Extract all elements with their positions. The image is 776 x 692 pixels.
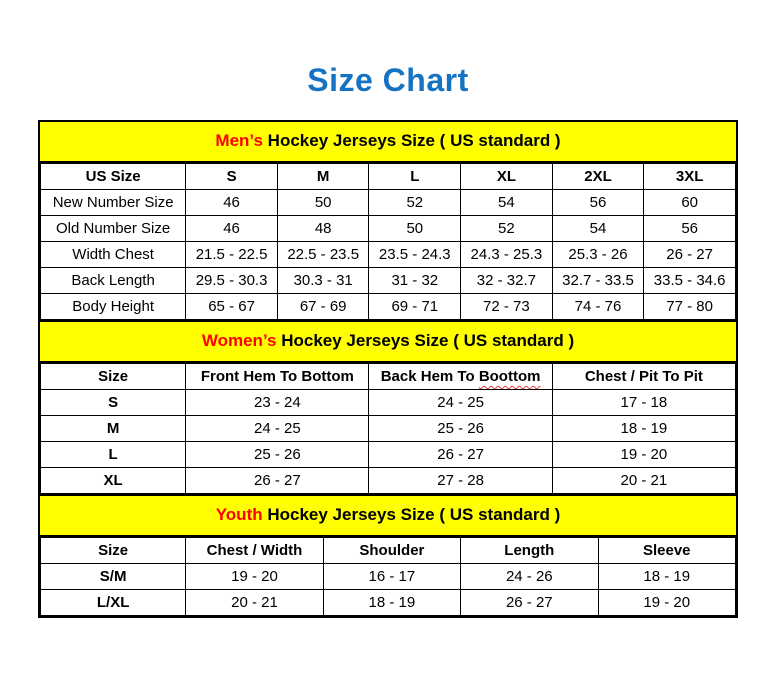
mens-size-value-cell: 50: [277, 190, 369, 216]
mens-size-value-cell: 29.5 - 30.3: [186, 268, 278, 294]
womens-size-value-cell: 23 - 24: [186, 390, 369, 416]
womens-column-header-row: [41, 364, 736, 390]
youth-section-header-highlight: Youth: [215, 505, 263, 524]
mens-size-table: [40, 163, 736, 320]
mens-size-value-cell: 52: [369, 190, 461, 216]
mens-size-value-cell: 72 - 73: [461, 294, 553, 320]
mens-size-value-cell: 60: [644, 190, 736, 216]
mens-size-value-cell: 22.5 - 23.5: [277, 242, 369, 268]
mens-size-value-cell: 65 - 67: [186, 294, 278, 320]
mens-size-value-cell: 56: [644, 216, 736, 242]
mens-row-label-cell: Body Height: [41, 294, 186, 320]
mens-size-value-cell: 24.3 - 25.3: [461, 242, 553, 268]
mens-table-row: [41, 294, 736, 320]
youth-column-header-cell: [461, 538, 598, 564]
column-header-label: US Size: [85, 168, 141, 185]
youth-column-header-cell: [186, 538, 323, 564]
mens-size-value-cell: 46: [186, 190, 278, 216]
youth-column-header-cell: [41, 538, 186, 564]
womens-size-value-cell: 27 - 28: [369, 468, 552, 494]
youth-column-header-row: [41, 538, 736, 564]
column-header-label: L: [410, 168, 420, 185]
mens-row-label-cell: Width Chest: [41, 242, 186, 268]
column-header-label: Shoulder: [359, 542, 425, 559]
womens-size-value-cell: 24 - 25: [186, 416, 369, 442]
youth-column-header-cell: [323, 538, 460, 564]
womens-section-header-text: Hockey Jerseys Size ( US standard ): [276, 331, 575, 350]
womens-size-value-cell: 25 - 26: [369, 416, 552, 442]
youth-table-row: [41, 564, 736, 590]
mens-size-value-cell: 21.5 - 22.5: [186, 242, 278, 268]
mens-column-header-cell: [552, 164, 644, 190]
youth-size-value-cell: 18 - 19: [598, 564, 735, 590]
mens-table-row: [41, 242, 736, 268]
youth-size-value-cell: 16 - 17: [323, 564, 460, 590]
mens-size-value-cell: 54: [552, 216, 644, 242]
womens-column-header-cell: [369, 364, 552, 390]
column-header-label: 3XL: [675, 168, 704, 185]
mens-size-value-cell: 25.3 - 26: [552, 242, 644, 268]
womens-section-header-highlight: Women’s: [201, 331, 277, 350]
mens-size-value-cell: 46: [186, 216, 278, 242]
mens-size-value-cell: 77 - 80: [644, 294, 736, 320]
mens-column-header-row: [41, 164, 736, 190]
youth-row-label-cell: L/XL: [41, 590, 186, 616]
youth-row-label-cell: S/M: [41, 564, 186, 590]
womens-size-value-cell: 26 - 27: [369, 442, 552, 468]
youth-size-value-cell: 20 - 21: [186, 590, 323, 616]
mens-size-value-cell: 30.3 - 31: [277, 268, 369, 294]
mens-size-value-cell: 50: [369, 216, 461, 242]
youth-section-header: [40, 494, 736, 537]
womens-table-row: [41, 390, 736, 416]
mens-column-header-cell: [41, 164, 186, 190]
womens-size-table: [40, 363, 736, 494]
size-chart-tables: [38, 120, 738, 618]
youth-table-row: [41, 590, 736, 616]
womens-size-value-cell: 17 - 18: [552, 390, 735, 416]
youth-size-value-cell: 24 - 26: [461, 564, 598, 590]
mens-section-header-highlight: Men’s: [215, 131, 263, 150]
youth-size-value-cell: 26 - 27: [461, 590, 598, 616]
column-header-label: Front Hem To Bottom: [200, 368, 354, 385]
page-title: Size Chart: [307, 62, 469, 98]
spellcheck-squiggle-word: Boottom: [478, 368, 541, 385]
womens-size-value-cell: 20 - 21: [552, 468, 735, 494]
mens-size-value-cell: 23.5 - 24.3: [369, 242, 461, 268]
column-header-label: Size: [98, 368, 129, 385]
column-header-label: XL: [496, 168, 516, 185]
womens-column-header-cell: [186, 364, 369, 390]
womens-size-value-cell: 26 - 27: [186, 468, 369, 494]
mens-column-header-cell: [186, 164, 278, 190]
youth-size-value-cell: 19 - 20: [186, 564, 323, 590]
mens-size-value-cell: 52: [461, 216, 553, 242]
column-header-label: M: [316, 168, 330, 185]
mens-column-header-cell: [644, 164, 736, 190]
mens-size-value-cell: 32 - 32.7: [461, 268, 553, 294]
column-header-label: Sleeve: [642, 542, 691, 559]
mens-size-value-cell: 56: [552, 190, 644, 216]
womens-row-label-cell: M: [41, 416, 186, 442]
womens-table-row: [41, 442, 736, 468]
mens-size-value-cell: 74 - 76: [552, 294, 644, 320]
mens-table-row: [41, 216, 736, 242]
mens-row-label-cell: Old Number Size: [41, 216, 186, 242]
mens-size-value-cell: 32.7 - 33.5: [552, 268, 644, 294]
mens-size-value-cell: 69 - 71: [369, 294, 461, 320]
mens-row-label-cell: Back Length: [41, 268, 186, 294]
womens-table-row: [41, 416, 736, 442]
mens-row-label-cell: New Number Size: [41, 190, 186, 216]
section-youth: [40, 494, 736, 616]
youth-column-header-cell: [598, 538, 735, 564]
womens-row-label-cell: L: [41, 442, 186, 468]
mens-size-value-cell: 33.5 - 34.6: [644, 268, 736, 294]
mens-size-value-cell: 54: [461, 190, 553, 216]
column-header-label: Chest / Pit To Pit: [584, 368, 703, 385]
mens-column-header-cell: [277, 164, 369, 190]
womens-row-label-cell: XL: [41, 468, 186, 494]
section-womens: [40, 320, 736, 494]
mens-section-header: [40, 122, 736, 163]
mens-table-row: [41, 268, 736, 294]
womens-column-header-cell: [552, 364, 735, 390]
section-mens: [40, 122, 736, 320]
mens-size-value-cell: 67 - 69: [277, 294, 369, 320]
womens-row-label-cell: S: [41, 390, 186, 416]
womens-size-value-cell: 25 - 26: [186, 442, 369, 468]
column-header-label: Length: [504, 542, 555, 559]
womens-size-value-cell: 18 - 19: [552, 416, 735, 442]
mens-column-header-cell: [369, 164, 461, 190]
youth-section-header-text: Hockey Jerseys Size ( US standard ): [262, 505, 561, 524]
womens-size-value-cell: 19 - 20: [552, 442, 735, 468]
mens-table-row: [41, 190, 736, 216]
mens-column-header-cell: [461, 164, 553, 190]
womens-table-row: [41, 468, 736, 494]
youth-size-table: [40, 537, 736, 616]
column-header-label: S: [226, 168, 237, 185]
womens-section-header: [40, 320, 736, 363]
column-header-label: Size: [98, 542, 129, 559]
mens-size-value-cell: 48: [277, 216, 369, 242]
youth-size-value-cell: 19 - 20: [598, 590, 735, 616]
mens-section-header-text: Hockey Jerseys Size ( US standard ): [262, 131, 561, 150]
womens-size-value-cell: 24 - 25: [369, 390, 552, 416]
mens-size-value-cell: 26 - 27: [644, 242, 736, 268]
youth-size-value-cell: 18 - 19: [323, 590, 460, 616]
mens-size-value-cell: 31 - 32: [369, 268, 461, 294]
column-header-label: Chest / Width: [206, 542, 303, 559]
column-header-label: Back Hem To: [380, 368, 479, 385]
column-header-label: 2XL: [584, 168, 612, 185]
womens-column-header-cell: [41, 364, 186, 390]
